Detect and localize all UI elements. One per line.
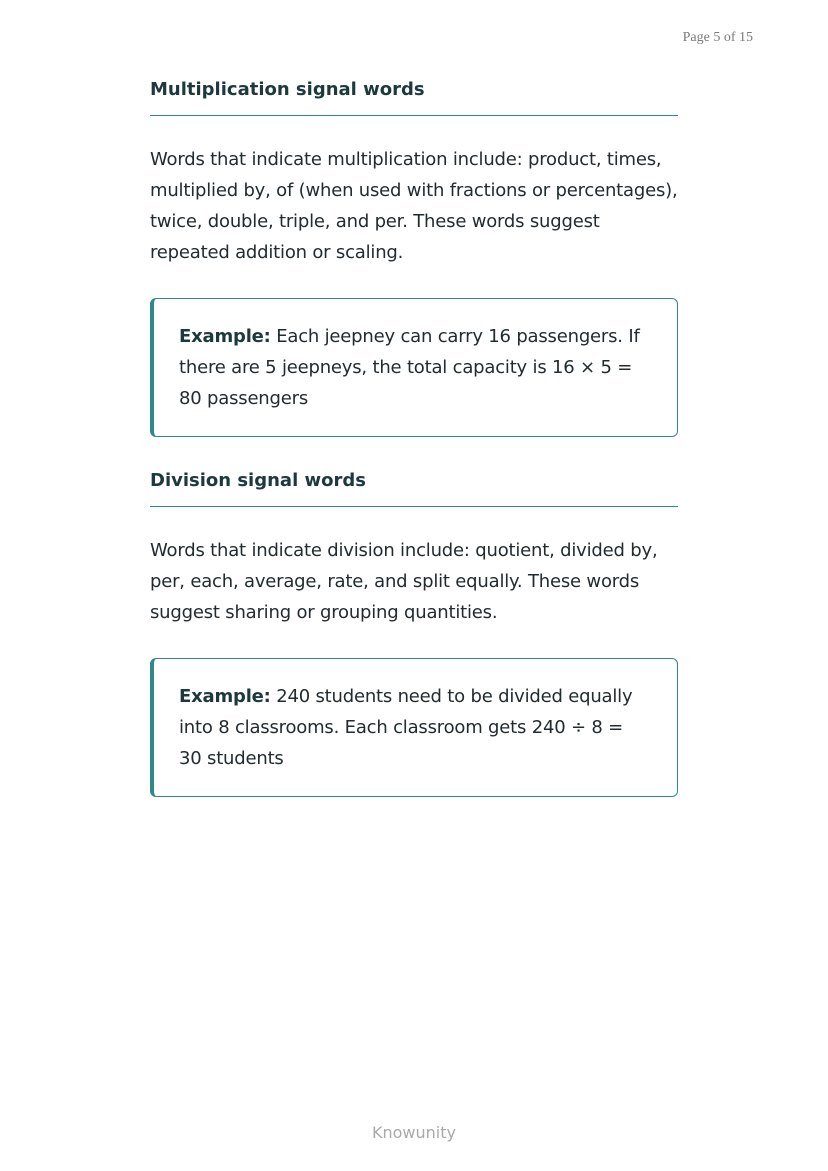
document-content [150,78,678,797]
multiplication-section [150,78,678,437]
footer-brand: Knowunity [372,1123,456,1142]
example-label: Example: [179,326,271,347]
page-number: Page 5 of 15 [682,30,753,45]
section-heading: Division signal words [150,469,678,507]
example-callout [150,658,678,797]
division-section [150,469,678,797]
section-paragraph: Words that indicate division include: quotient, divided by, per, each, average, rate, and split equally. These words suggest sharing or grouping quantities. [150,540,658,623]
section-heading: Multiplication signal words [150,78,678,116]
example-text: 240 students need to be divided equally into 8 classrooms. Each classroom gets 240 ÷ 8 = 30 students [179,686,633,769]
section-paragraph: Words that indicate multiplication include: product, times, multiplied by, of (when used with fractions or percentages), twice, double, triple, and per. These words suggest repeated addition or scaling. [150,149,678,263]
example-label: Example: [179,686,271,707]
example-text: Each jeepney can carry 16 passengers. If there are 5 jeepneys, the total capacity is 16 × 5 = 80 passengers [179,326,640,409]
example-callout [150,298,678,437]
